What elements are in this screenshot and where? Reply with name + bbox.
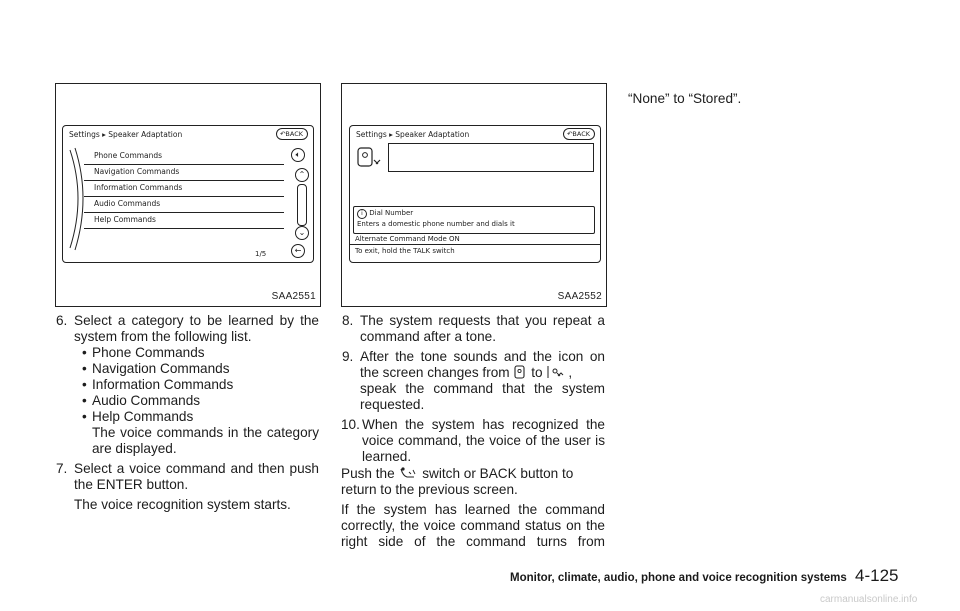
back-arrow-icon: ↶: [279, 130, 286, 138]
bullet-item: • Information Commands: [92, 377, 233, 393]
step-6-line-2: system from the following list.: [74, 329, 252, 344]
step-10-line-3: learned.: [362, 449, 412, 464]
para-line-1: If the system has learned the command: [341, 502, 605, 517]
step-7-line-1: Select a voice command and then push: [74, 461, 319, 476]
talk-switch-icon: [398, 466, 418, 480]
bullet-item: • Navigation Commands: [92, 361, 230, 377]
step-7-line-3: The voice recognition system starts.: [74, 497, 291, 512]
bullet-item: • Phone Commands: [92, 345, 205, 361]
back-button: ↶BACK: [276, 128, 308, 140]
figure-speaker-adaptation-list: [55, 83, 321, 307]
voice-prompt-icon: [356, 146, 384, 172]
step-10-number: 10.: [341, 417, 360, 432]
continuation-text: “None” to “Stored”.: [628, 91, 742, 106]
note-line-2: are displayed.: [92, 441, 177, 456]
screen-list: [62, 125, 314, 263]
list-item: Navigation Commands: [84, 164, 284, 181]
list-item: Phone Commands: [84, 148, 284, 165]
voice-idle-icon: [513, 365, 527, 379]
screen-prompt: [349, 125, 601, 263]
para-line-2: correctly, the voice command status on the: [341, 518, 605, 533]
step-8-line-1: The system requests that you repeat a: [360, 313, 605, 328]
step-7-number: 7.: [56, 461, 68, 476]
back-knob-icon: ←: [291, 244, 305, 258]
step-6-number: 6.: [56, 313, 68, 328]
figure-caption: SAA2551: [271, 291, 316, 302]
step-9-line-1: After the tone sounds and the icon on: [360, 349, 605, 364]
figure-speaker-adaptation-prompt: [341, 83, 607, 307]
back-arrow-icon: ↶: [566, 130, 573, 138]
watermark: carmanualsonline.info: [820, 594, 918, 605]
list-item-empty: [84, 228, 284, 244]
screen-title: Settings ▸ Speaker Adaptation: [356, 130, 470, 139]
info-icon: i: [357, 209, 367, 219]
list-item: Audio Commands: [84, 196, 284, 213]
voice-listening-icon: [546, 365, 568, 379]
push-line-2: return to the previous screen.: [341, 482, 518, 497]
screen-title: Settings ▸ Speaker Adaptation: [69, 130, 183, 139]
command-category-list: [66, 144, 286, 252]
list-item: Information Commands: [84, 180, 284, 197]
list-item: Help Commands: [84, 212, 284, 229]
step-7-line-2: the ENTER button.: [74, 477, 189, 492]
back-button: ↶BACK: [563, 128, 595, 140]
command-info-box: [353, 206, 595, 234]
command-name: Dial Number: [369, 209, 414, 217]
step-8-line-2: command after a tone.: [360, 329, 497, 344]
bullet-item: • Help Commands: [92, 409, 193, 425]
step-9-line-3: speak the command that the system: [360, 381, 605, 396]
step-10-line-1: When the system has recognized the: [362, 417, 605, 432]
step-8-number: 8.: [342, 313, 354, 328]
bullet-item: • Audio Commands: [92, 393, 200, 409]
push-line-1: Push the switch or BACK button to: [341, 466, 574, 481]
scroll-down-icon: ⌄: [295, 226, 309, 240]
step-6-line-1: Select a category to be learned by the: [74, 313, 319, 328]
step-9-line-2: the screen changes from to ,: [360, 365, 573, 380]
page-number: 4-125: [855, 566, 899, 585]
note-line-1: The voice commands in the category: [92, 425, 319, 440]
section-footer: Monitor, climate, audio, phone and voice recognition systems: [510, 572, 847, 584]
page-count: 1/5: [255, 250, 267, 258]
recognition-display-box: [388, 143, 594, 172]
figure-caption: SAA2552: [557, 291, 602, 302]
para-line-3: right side of the command turns from: [341, 534, 605, 549]
command-description: Enters a domestic phone number and dials it: [357, 220, 515, 228]
scrollbar: [297, 184, 307, 226]
speaker-knob-icon: 🔈︎: [291, 148, 305, 162]
step-9-number: 9.: [342, 349, 354, 364]
divider: [350, 244, 600, 245]
exit-hint: To exit, hold the TALK switch: [355, 247, 455, 255]
scroll-up-icon: ⌃: [295, 168, 309, 182]
step-9-line-4: requested.: [360, 397, 425, 412]
mode-status: Alternate Command Mode ON: [355, 235, 460, 243]
step-10-line-2: voice command, the voice of the user is: [362, 433, 605, 448]
